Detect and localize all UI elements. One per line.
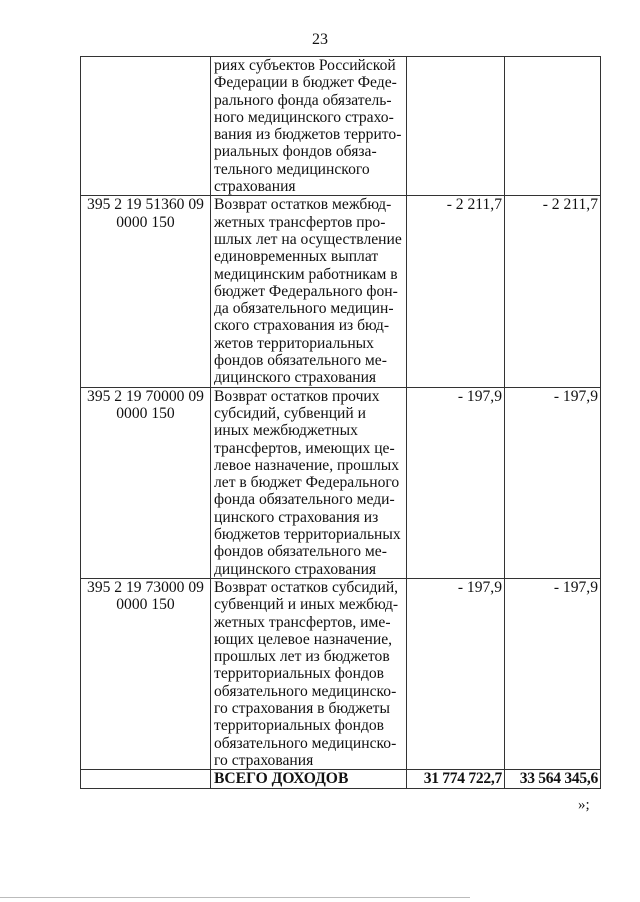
amount-cell-2: - 197,9: [505, 578, 601, 769]
description-cell-line: обязательного медицинско-: [214, 682, 397, 700]
budget-code-cell: [81, 57, 211, 196]
description-cell-line: субсидий, субвенций и: [214, 404, 366, 422]
description-cell-line: го страхования: [214, 751, 314, 769]
description-cell-line: трансфертов, имеющих це-: [214, 439, 395, 457]
description-cell-line: ющих целевое назначение,: [214, 630, 393, 648]
table-row: [81, 196, 601, 387]
amount-cell-2: - 197,9: [505, 387, 601, 578]
description-cell-line: лет в бюджет Федерального: [214, 474, 400, 492]
amount-cell-1: - 197,9: [407, 387, 505, 578]
description-cell-line: рального фонда обязатель-: [214, 91, 392, 109]
total-value-1: 31 774 722,7: [407, 770, 505, 789]
description-cell-line: левое назначение, прошлых: [214, 456, 400, 474]
description-cell-line: ского страхования из бюд-: [214, 317, 390, 335]
description-cell-line: тельного медицинского: [214, 160, 370, 178]
description-cell-line: Возврат остатков прочих: [214, 387, 380, 405]
description-cell-line: территориальных фондов: [214, 665, 385, 683]
total-code-cell: [81, 770, 211, 789]
budget-code-cell-line: 395 2 19 51360 09: [87, 196, 204, 214]
description-cell-line: страхования: [214, 178, 296, 196]
page-number: 23: [312, 31, 328, 48]
description-cell-line: бюджетов территориальных: [214, 526, 401, 544]
description-cell-line: фондов обязательного ме-: [214, 543, 387, 561]
description-cell-line: Федерации в бюджет Феде-: [214, 74, 397, 92]
description-cell-line: территориальных фондов: [214, 717, 385, 735]
description-cell-line: го страхования в бюджеты: [214, 699, 390, 717]
budget-code-cell: [81, 387, 211, 578]
description-cell-line: Возврат остатков субсидий,: [214, 578, 399, 596]
scan-edge-line: [0, 897, 470, 898]
description-cell-line: фондов обязательного ме-: [214, 352, 387, 370]
budget-code-cell-line: 395 2 19 70000 09: [87, 387, 204, 405]
description-cell-line: да обязательного медицин-: [214, 300, 394, 318]
revenue-table: [80, 56, 601, 789]
budget-code-cell-line: 0000 150: [116, 404, 175, 422]
description-cell-line: жетных трансфертов, име-: [214, 613, 391, 631]
amount-cell-1: [407, 57, 505, 196]
description-cell-line: риальных фондов обяза-: [214, 143, 377, 161]
amount-cell-2: - 2 211,7: [505, 196, 601, 387]
description-cell-line: медицинским работникам в: [214, 265, 398, 283]
table-row: [81, 387, 601, 578]
description-cell: [211, 57, 407, 196]
budget-code-cell-line: 395 2 19 73000 09: [87, 578, 204, 596]
description-cell: [211, 578, 407, 769]
amount-cell-1: - 197,9: [407, 578, 505, 769]
total-label: ВСЕГО ДОХОДОВ: [211, 770, 407, 789]
description-cell-line: цинского страхования из: [214, 508, 379, 526]
description-cell-line: риях субъектов Российской: [214, 57, 396, 74]
description-cell-line: фонда обязательного меди-: [214, 491, 395, 509]
description-cell-line: жетных трансфертов про-: [214, 213, 386, 231]
total-value-2: 33 564 345,6: [505, 770, 601, 789]
description-cell-line: бюджет Федерального фон-: [214, 282, 398, 300]
budget-code-cell: [81, 578, 211, 769]
amount-cell-2: [505, 57, 601, 196]
table-row: [81, 57, 601, 196]
closing-quote: »;: [578, 797, 590, 813]
description-cell-line: шлых лет на осуществление: [214, 230, 402, 248]
description-cell-line: дицинского страхования: [214, 369, 377, 387]
table-row: [81, 578, 601, 769]
description-cell: [211, 196, 407, 387]
description-cell-line: вания из бюджетов террито-: [214, 126, 402, 144]
budget-code-cell-line: 0000 150: [116, 596, 175, 614]
description-cell-line: единовременных выплат: [214, 248, 379, 266]
description-cell-line: субвенций и иных межбюд-: [214, 596, 399, 614]
description-cell-line: иных межбюджетных: [214, 422, 358, 440]
description-cell-line: ного медицинского страхо-: [214, 108, 394, 126]
description-cell-line: жетов территориальных: [214, 334, 374, 352]
description-cell: [211, 387, 407, 578]
total-row: [81, 770, 601, 789]
budget-code-cell-line: 0000 150: [116, 213, 175, 231]
description-cell-line: обязательного медицинско-: [214, 734, 397, 752]
amount-cell-1: - 2 211,7: [407, 196, 505, 387]
description-cell-line: прошлых лет из бюджетов: [214, 648, 390, 666]
description-cell-line: дицинского страхования: [214, 560, 377, 578]
description-cell-line: Возврат остатков межбюд-: [214, 196, 392, 214]
budget-code-cell: [81, 196, 211, 387]
